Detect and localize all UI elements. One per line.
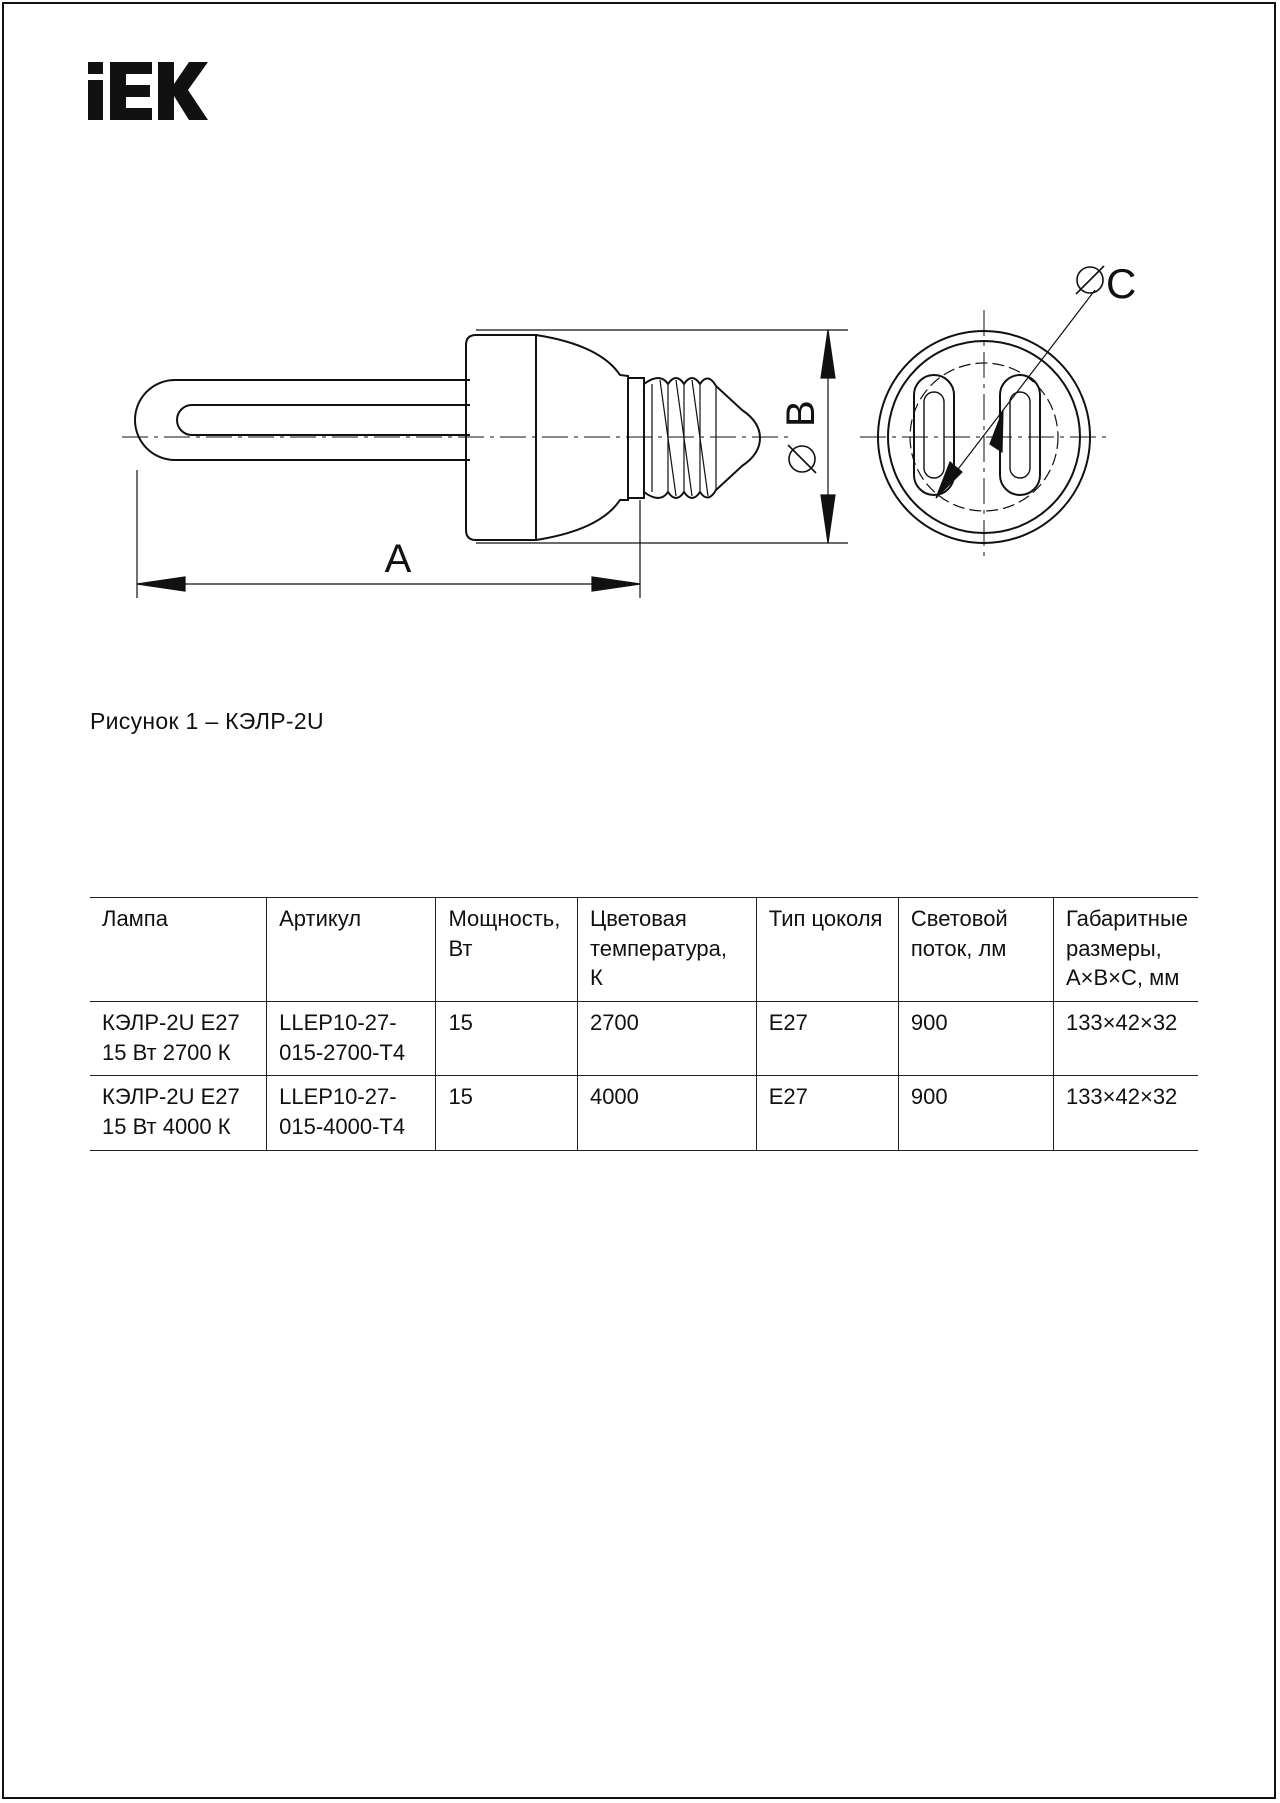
specification-table [90, 897, 1198, 1151]
header-power: Мощность, Вт [436, 898, 578, 1002]
header-base-type: Тип цоколя [756, 898, 898, 1002]
header-luminous-flux: Световой поток, лм [898, 898, 1053, 1002]
cell-base-type: E27 [756, 1002, 898, 1076]
table-row [90, 1076, 1198, 1150]
figure-caption: Рисунок 1 – КЭЛР-2U [90, 708, 324, 734]
cell-luminous-flux: 900 [898, 1002, 1053, 1076]
cell-dimensions: 133×42×32 [1053, 1076, 1198, 1150]
header-lamp: Лампа [102, 906, 168, 931]
cell-power: 15 [436, 1076, 578, 1150]
dimension-c-label: C [1106, 260, 1137, 307]
cell-color-temperature: 4000 [577, 1076, 756, 1150]
tube-inner [177, 405, 470, 435]
screw-base [628, 378, 644, 498]
table-row [90, 1002, 1198, 1076]
cell-color-temperature: 2700 [577, 1002, 756, 1076]
cell-article: LLEP10-27-015-2700-T4 [267, 1002, 436, 1076]
header-dimensions: Габаритные размеры, A×B×C, мм [1053, 898, 1198, 1002]
header-article: Артикул [267, 898, 436, 1002]
lamp-drawing [0, 0, 1280, 700]
cell-power: 15 [436, 1002, 578, 1076]
dimension-a-label: A [384, 537, 412, 581]
dimension-b-label: B [779, 400, 823, 427]
cell-lamp: КЭЛР-2U E27 15 Вт 2700 К [102, 1010, 240, 1065]
cell-dimensions: 133×42×32 [1053, 1002, 1198, 1076]
cell-lamp: КЭЛР-2U E27 15 Вт 4000 К [102, 1084, 240, 1140]
cell-base-type: E27 [756, 1076, 898, 1150]
cell-luminous-flux: 900 [898, 1076, 1053, 1150]
table-header-row [90, 898, 1198, 1002]
header-color-temperature: Цветовая температура, К [577, 898, 756, 1002]
cell-article: LLEP10-27-015-4000-T4 [267, 1076, 436, 1150]
tube-outer [135, 380, 470, 460]
tube-right [1000, 375, 1040, 495]
